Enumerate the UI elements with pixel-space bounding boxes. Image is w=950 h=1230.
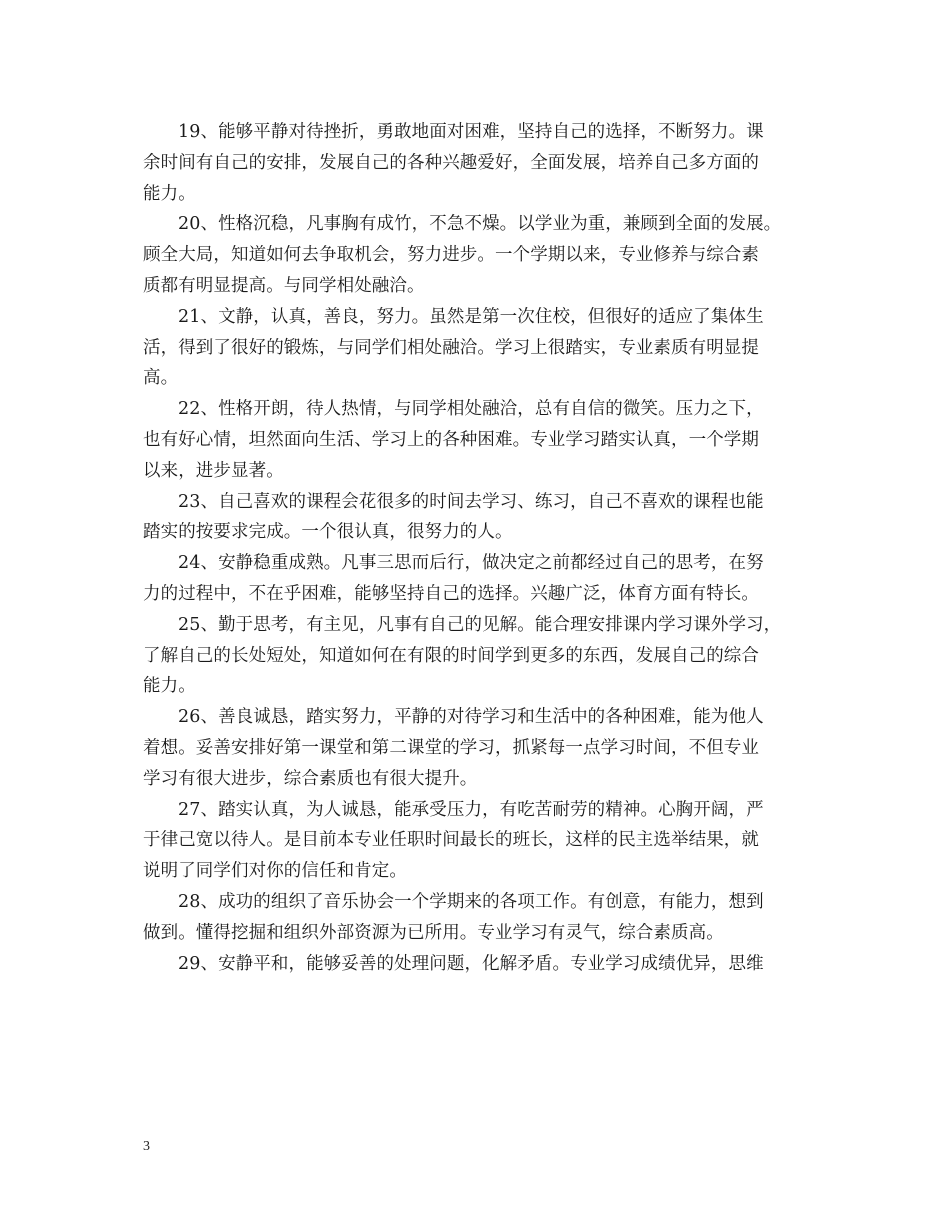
text-line: 做到。懂得挖掘和组织外部资源为已所用。专业学习有灵气，综合素质高。 bbox=[143, 922, 724, 943]
text-line: 高。 bbox=[143, 368, 179, 389]
paragraph bbox=[143, 949, 815, 980]
text-line: 19、能够平静对待挫折，勇敢地面对困难，坚持自己的选择，不断努力。课 bbox=[178, 122, 764, 142]
text-line: 力的过程中，不在乎困难，能够坚持自己的选择。兴趣广泛，体育方面有特长。 bbox=[143, 583, 759, 604]
paragraph bbox=[143, 394, 815, 486]
text-line: 20、性格沉稳，凡事胸有成竹，不急不燥。以学业为重，兼顾到全面的发展。 bbox=[178, 214, 782, 235]
paragraph bbox=[143, 209, 815, 301]
paragraph bbox=[143, 548, 815, 610]
paragraph bbox=[143, 610, 815, 702]
text-line: 也有好心情，坦然面向生活、学习上的各种困难。专业学习踏实认真，一个学期 bbox=[143, 429, 759, 450]
text-line: 着想。妥善安排好第一课堂和第二课堂的学习，抓紧每一点学习时间，不但专业 bbox=[143, 737, 759, 758]
text-line: 了解自己的长处短处，知道如何在有限的时间学到更多的东西，发展自己的综合 bbox=[143, 645, 759, 666]
document-body bbox=[143, 117, 815, 979]
paragraph bbox=[143, 887, 815, 949]
text-line: 学习有很大进步，综合素质也有很大提升。 bbox=[143, 768, 478, 789]
page-number: 3 bbox=[143, 1139, 150, 1154]
text-line: 说明了同学们对你的信任和肯定。 bbox=[143, 861, 407, 882]
text-line: 22、性格开朗，待人热情，与同学相处融洽，总有自信的微笑。压力之下， bbox=[178, 399, 764, 420]
text-line: 活，得到了很好的锻炼，与同学们相处融洽。学习上很踏实，专业素质有明显提 bbox=[143, 337, 759, 358]
text-line: 27、踏实认真，为人诚恳，能承受压力，有吃苦耐劳的精神。心胸开阔，严 bbox=[178, 799, 764, 820]
paragraph bbox=[143, 702, 815, 794]
text-line: 踏实的按要求完成。一个很认真，很努力的人。 bbox=[143, 522, 513, 543]
text-line: 24、安静稳重成熟。凡事三思而后行，做决定之前都经过自己的思考，在努 bbox=[178, 553, 764, 574]
paragraph bbox=[143, 302, 815, 394]
text-line: 顾全大局，知道如何去争取机会，努力进步。一个学期以来，专业修养与综合素 bbox=[143, 245, 759, 266]
text-line: 29、安静平和，能够妥善的处理问题，化解矛盾。专业学习成绩优异，思维 bbox=[178, 953, 764, 974]
text-line: 于律己宽以待人。是目前本专业任职时间最长的班长，这样的民主选举结果，就 bbox=[143, 830, 759, 851]
text-line: 以来，进步显著。 bbox=[143, 460, 284, 481]
text-line: 23、自己喜欢的课程会花很多的时间去学习、练习，自己不喜欢的课程也能 bbox=[178, 491, 764, 512]
text-line: 能力。 bbox=[143, 183, 196, 204]
text-line: 质都有明显提高。与同学相处融洽。 bbox=[143, 275, 425, 296]
text-line: 余时间有自己的安排，发展自己的各种兴趣爱好，全面发展，培养自己多方面的 bbox=[143, 152, 759, 173]
text-line: 21、文静，认真，善良，努力。虽然是第一次住校，但很好的适应了集体生 bbox=[178, 306, 764, 327]
text-line: 25、勤于思考，有主见，凡事有自己的见解。能合理安排课内学习课外学习， bbox=[178, 614, 782, 635]
text-line: 26、善良诚恳，踏实努力，平静的对待学习和生活中的各种困难，能为他人 bbox=[178, 707, 764, 728]
paragraph bbox=[143, 795, 815, 887]
paragraph bbox=[143, 487, 815, 549]
text-line: 能力。 bbox=[143, 676, 196, 697]
paragraph bbox=[143, 117, 815, 209]
text-line: 28、成功的组织了音乐协会一个学期来的各项工作。有创意，有能力，想到 bbox=[178, 891, 764, 912]
